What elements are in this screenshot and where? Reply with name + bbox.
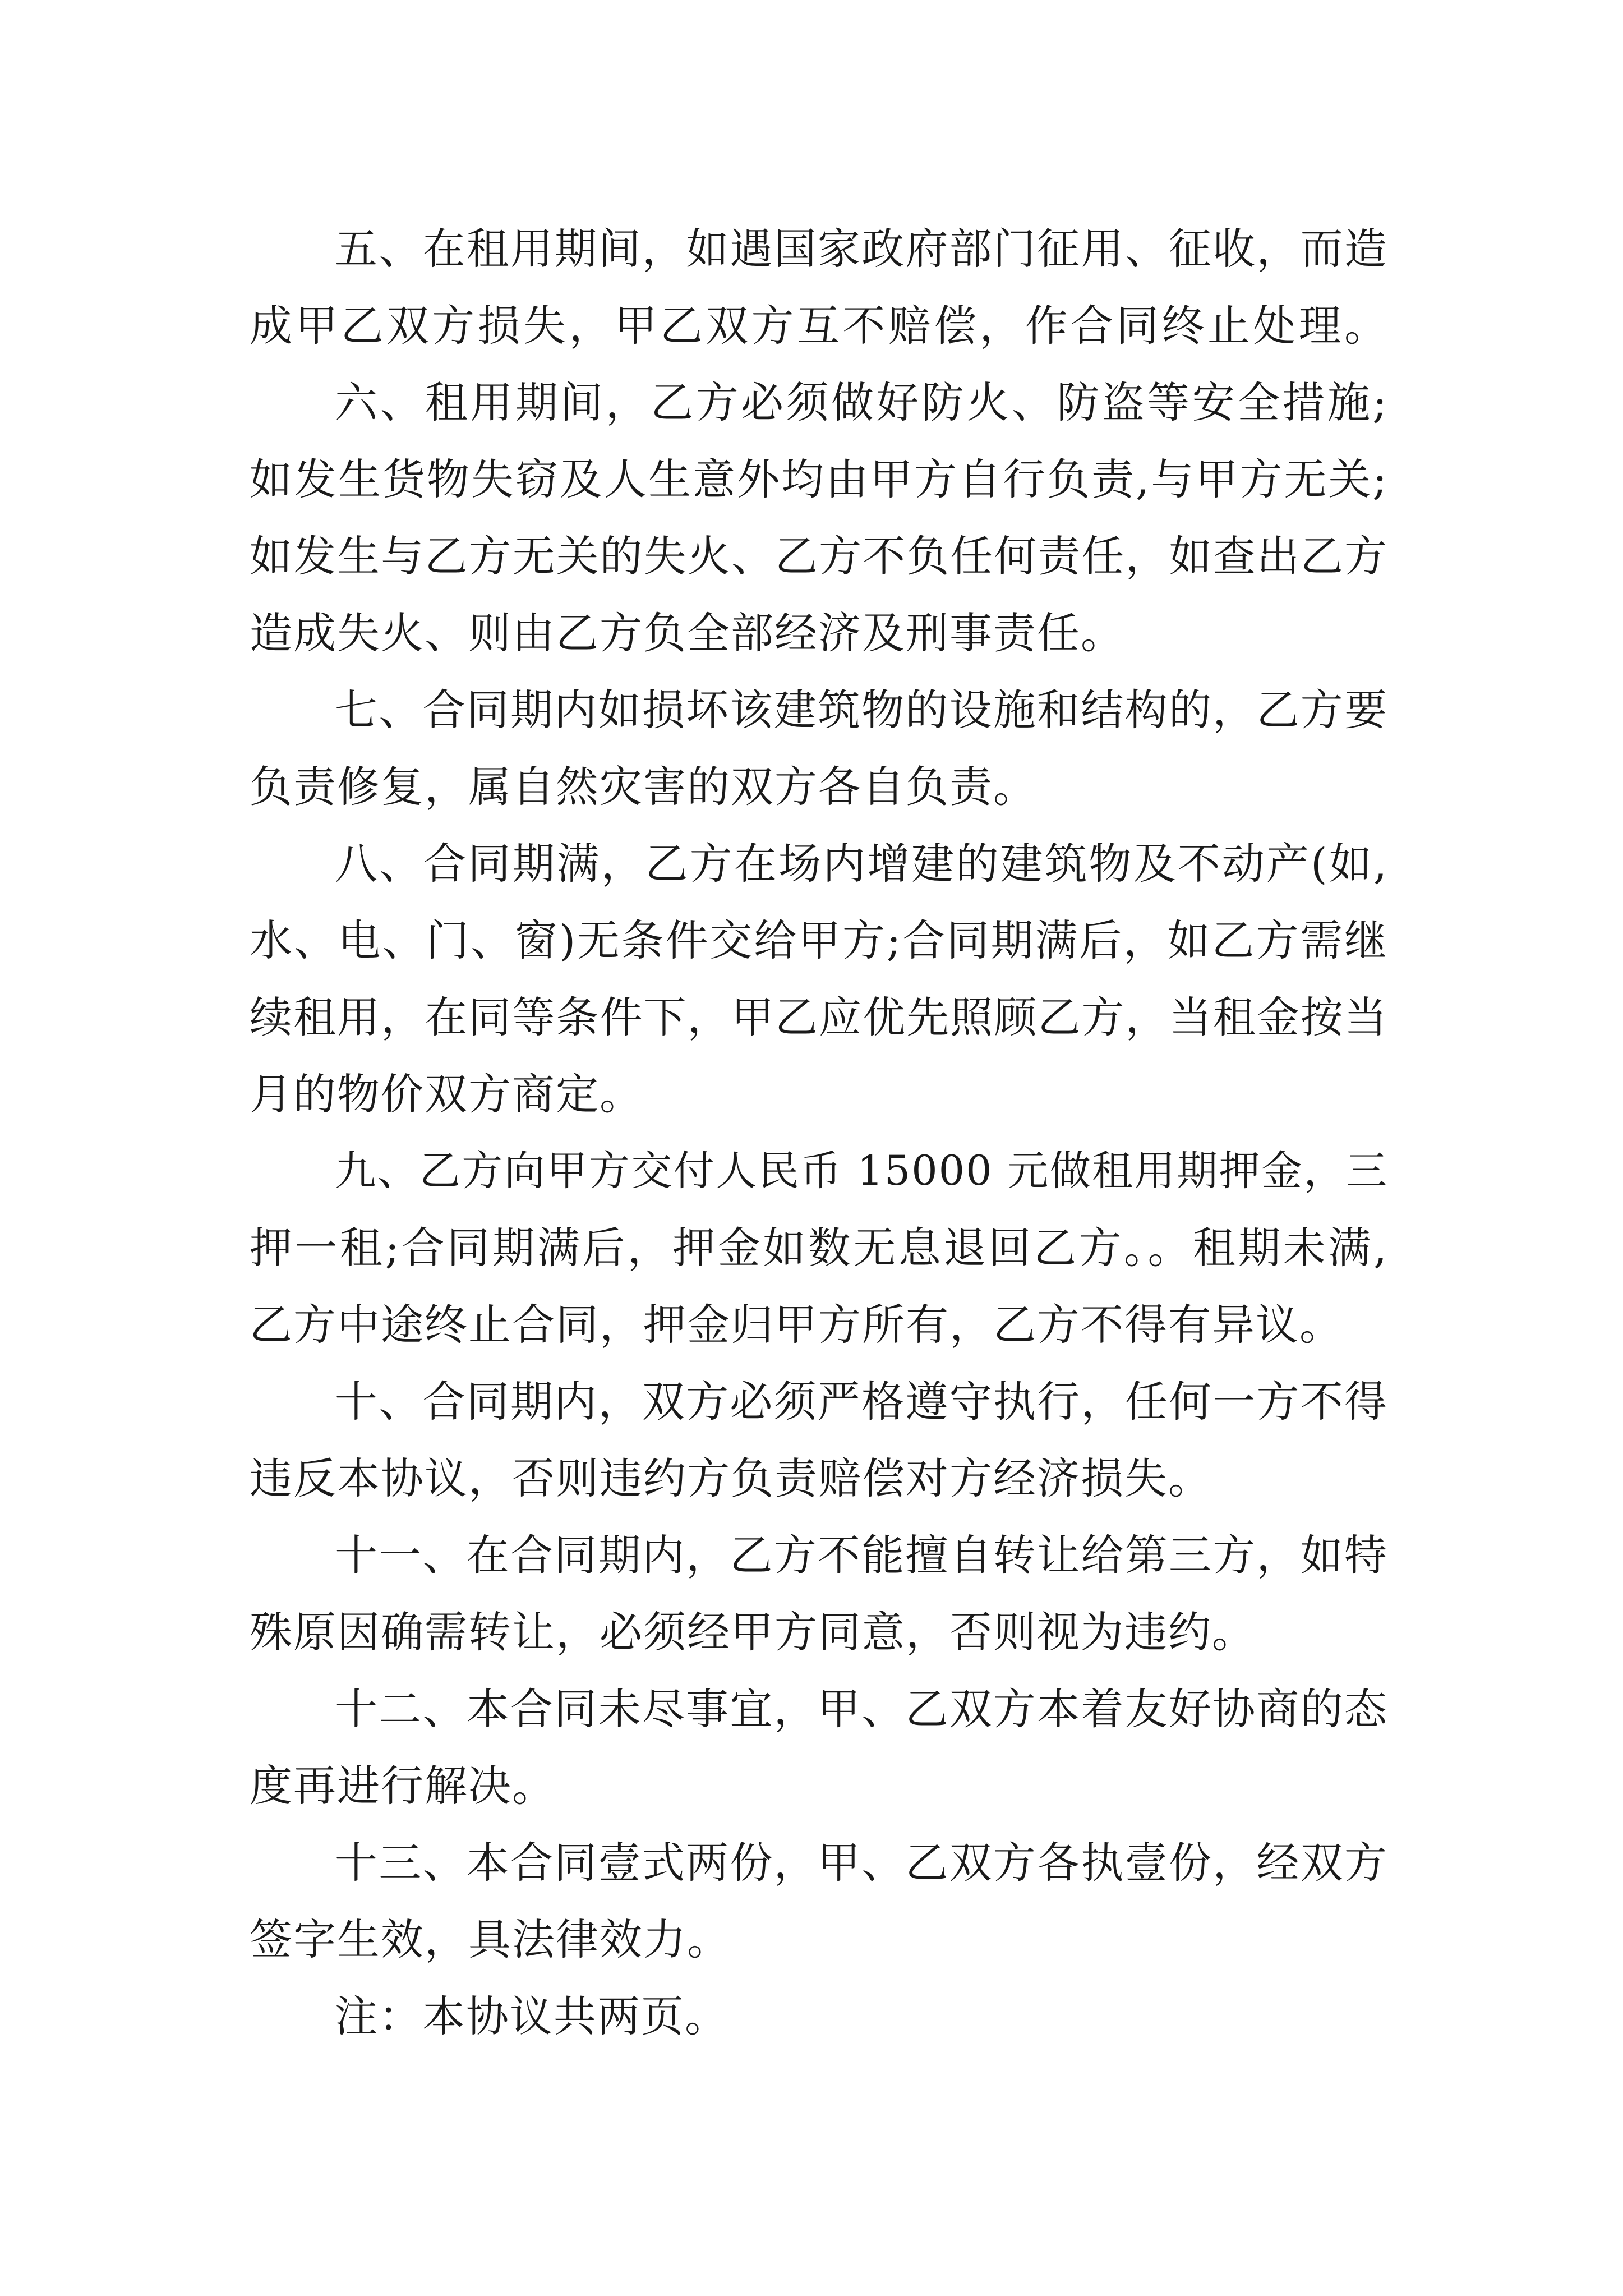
clause-6-line-2: 如发生货物失窃及人生意外均由甲方自行负责,与甲方无关; (250, 454, 1388, 504)
clause-8-line-2: 水、电、门、窗)无条件交给甲方;合同期满后，如乙方需继 (250, 915, 1388, 965)
clause-9-line-1: 九、乙方向甲方交付人民币 15000 元做租用期押金，三 (335, 1147, 1388, 1195)
clause-8-line-1: 八、合同期满，乙方在场内增建的建筑物及不动产(如, (335, 839, 1388, 889)
clause-6-line-1: 六、租用期间，乙方必须做好防火、防盗等安全措施; (335, 378, 1388, 427)
clause-9-line-3: 乙方中途终止合同，押金归甲方所有，乙方不得有异议。 (250, 1300, 1343, 1350)
contract-body (250, 210, 1388, 2055)
clause-12-line-1: 十二、本合同未尽事宜，甲、乙双方本着友好协商的态 (335, 1684, 1388, 1734)
note-line: 注：本协议共两页。 (335, 1991, 728, 2041)
clause-7-line-2: 负责修复，属自然灾害的双方各自负责。 (250, 762, 1037, 812)
clause-10-line-2: 违反本协议，否则违约方负责赔偿对方经济损失。 (250, 1453, 1212, 1503)
clause-13-line-2: 签字生效，具法律效力。 (250, 1915, 731, 1964)
clause-5-line-2: 成甲乙双方损失，甲乙双方互不赔偿，作合同终止处理。 (250, 301, 1388, 351)
clause-8-line-3: 续租用，在同等条件下，甲乙应优先照顾乙方，当租金按当 (250, 992, 1388, 1042)
clause-6-line-4: 造成失火、则由乙方负全部经济及刑事责任。 (250, 608, 1124, 658)
clause-9-line-2: 押一租;合同期满后，押金如数无息退回乙方。。租期未满, (250, 1223, 1388, 1273)
clause-5-line-1: 五、在租用期间，如遇国家政府部门征用、征收，而造 (335, 224, 1388, 274)
clause-11-line-1: 十一、在合同期内，乙方不能擅自转让给第三方，如特 (335, 1530, 1388, 1580)
clause-7-line-1: 七、合同期内如损坏该建筑物的设施和结构的，乙方要 (335, 685, 1388, 735)
clause-11-line-2: 殊原因确需转让，必须经甲方同意，否则视为违约。 (250, 1607, 1256, 1657)
clause-13-line-1: 十三、本合同壹式两份，甲、乙双方各执壹份，经双方 (335, 1838, 1388, 1888)
clause-12-line-2: 度再进行解决。 (250, 1761, 556, 1811)
clause-10-line-1: 十、合同期内，双方必须严格遵守执行，任何一方不得 (335, 1377, 1388, 1427)
clause-8-line-4: 月的物价双方商定。 (250, 1069, 643, 1119)
clause-6-line-3: 如发生与乙方无关的失火、乙方不负任何责任，如查出乙方 (250, 531, 1388, 581)
